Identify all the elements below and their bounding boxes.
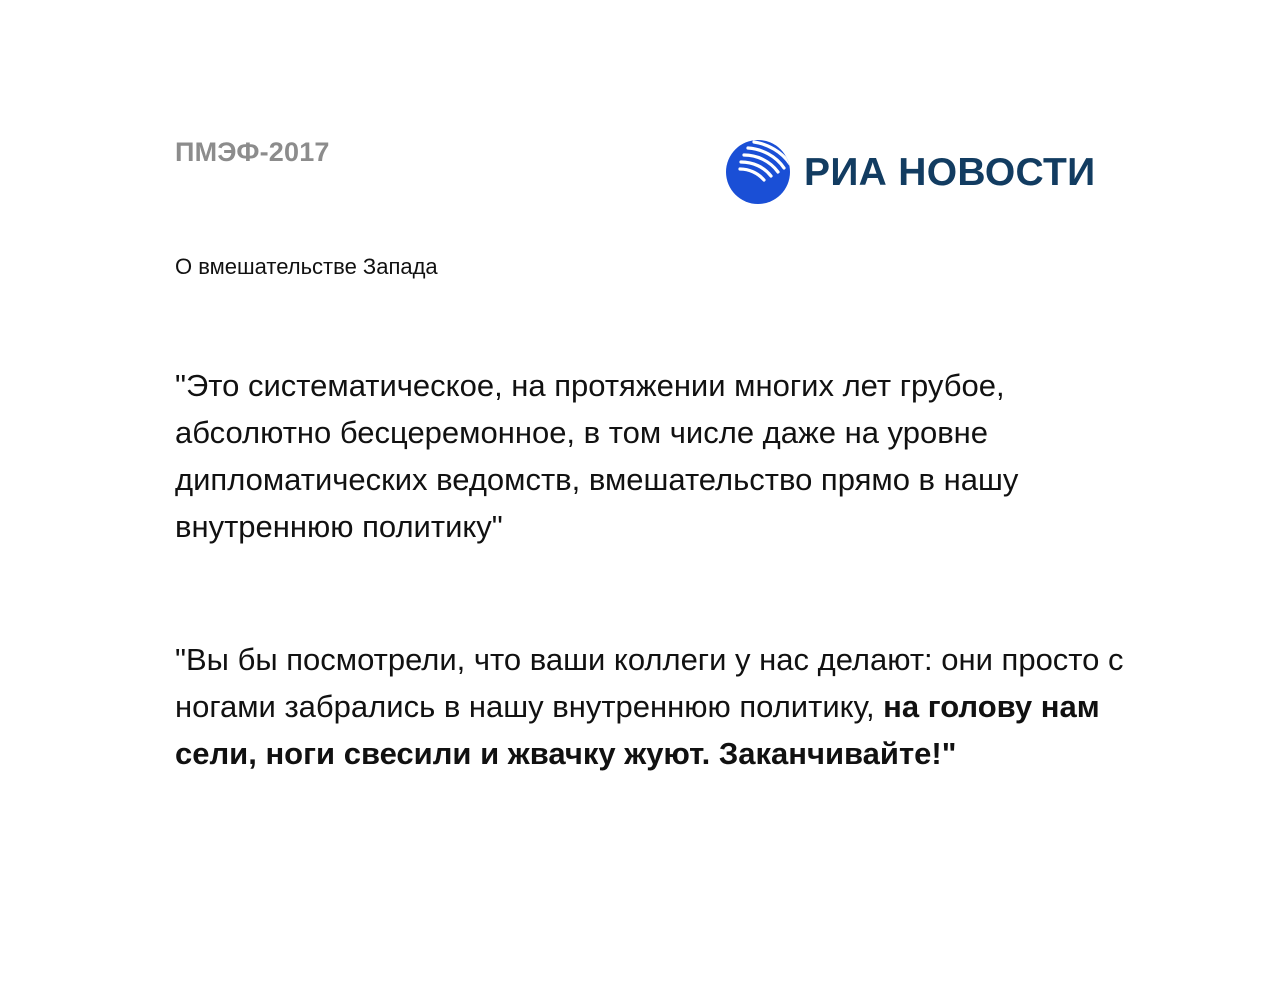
quote-text: "Это систематическое, на протяжении многих лет грубое, абсолютно бесцеремонное, в том числе даже на уровне дипломатических ведомств, вмешательство прямо в нашу внутреннюю политику" <box>175 368 1019 544</box>
quote-paragraph <box>175 362 1135 550</box>
event-label: ПМЭФ-2017 <box>175 137 330 167</box>
quote-paragraph <box>175 636 1135 777</box>
logo-text: РИА НОВОСТИ <box>804 150 1096 194</box>
ria-novosti-logo <box>724 138 1095 206</box>
quote-text: "Вы бы посмотрели, что ваши коллеги у нас делают: они просто с ногами забрались в нашу внутреннюю политику, <box>175 642 1124 724</box>
quote-emphasis: на голову нам сели, ноги свесили и жвачку жуют. Заканчивайте!" <box>175 689 1100 771</box>
topic-heading: О вмешательстве Запада <box>175 254 438 279</box>
globe-icon <box>724 138 792 206</box>
